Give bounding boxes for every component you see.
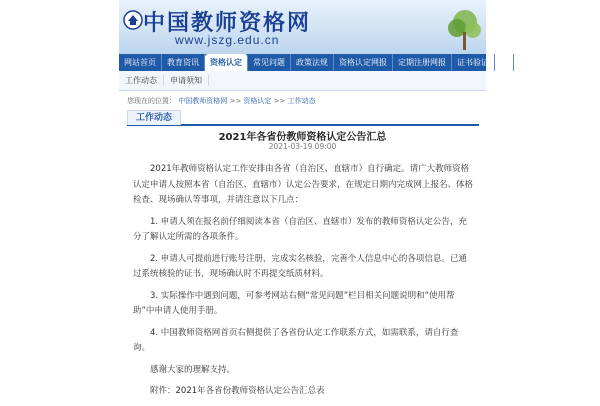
article-paragraph: 3. 实际操作中遇到问题，可参考网站右侧“常见问题”栏目相关问题说明和“使用帮助”中申请人使用手册。 — [133, 290, 455, 316]
article-paragraph: 2. 申请人可提前进行账号注册，完成实名核验，完善个人信息中心的各项信息。已通过系统核验的证书，现场确认时不再提交纸质材料。 — [133, 253, 467, 279]
nav-item-verify[interactable]: 证书验证 — [452, 54, 495, 71]
breadcrumb-home-link[interactable]: 中国教师资格网 — [178, 97, 228, 105]
sub-nav — [119, 71, 486, 91]
breadcrumb-certification-link[interactable]: 资格认定 — [243, 97, 272, 105]
subnav-item-notice[interactable]: 申请须知 — [164, 75, 209, 86]
nav-item-certification[interactable]: 资格认定 — [205, 54, 248, 71]
main-nav — [119, 54, 508, 71]
article-paragraph: 1. 申请人须在报名前仔细阅读本省（自治区、直辖市）发布的教师资格认定公告，充分了解认定所需的各项条件。 — [133, 216, 467, 242]
section-tab: 工作动态 — [127, 110, 181, 125]
emblem-icon — [123, 10, 143, 30]
subnav-item-news[interactable]: 工作动态 — [119, 75, 164, 86]
web-page — [119, 0, 508, 400]
article-paragraph: 感谢大家的理解支持。 — [150, 364, 236, 375]
nav-item-register[interactable]: 定期注册网报 — [393, 54, 452, 71]
article-date: 2021-03-19 09:00 — [268, 142, 337, 151]
section-header — [127, 110, 479, 126]
site-url: www.jszg.edu.cn — [175, 33, 280, 47]
article-attachment[interactable]: 附件：2021年各省份教师资格认定公告汇总表 — [150, 386, 325, 396]
nav-item-cert-apply[interactable]: 资格认定网报 — [334, 54, 393, 71]
left-margin — [0, 0, 119, 400]
nav-item-home[interactable]: 网站首页 — [119, 54, 162, 71]
tree-icon — [439, 6, 485, 52]
nav-item-policy[interactable]: 政策法规 — [291, 54, 334, 71]
nav-item-news[interactable]: 教育资讯 — [162, 54, 205, 71]
article-body — [133, 162, 475, 406]
article-paragraph: 4. 中国教师资格网首页右侧提供了各省份认定工作联系方式，如需联系，请自行查询。 — [133, 327, 459, 353]
breadcrumb — [127, 96, 316, 106]
nav-item-faq[interactable]: 常见问题 — [248, 54, 291, 71]
article-title: 2021年各省份教师资格认定公告汇总 — [218, 132, 387, 143]
breadcrumb-prefix: 您现在的位置： — [127, 97, 176, 105]
breadcrumb-news-link[interactable]: 工作动态 — [287, 97, 316, 105]
site-banner — [119, 0, 486, 54]
nav-item-more[interactable]: 资 — [495, 54, 514, 71]
breadcrumb-separator: >> — [229, 97, 242, 105]
article-paragraph: 2021年教师资格认定工作安排由各省（自治区、直辖市）自行确定。请广大教师资格认定申请人按照本省（自治区、直辖市）认定公告要求，在规定日期内完成网上报名、体格检查、现场确认等事项，并请注意以下几点： — [133, 164, 474, 205]
breadcrumb-separator: >> — [273, 97, 286, 105]
site-brand[interactable]: 中国教师资格网 — [143, 10, 312, 36]
